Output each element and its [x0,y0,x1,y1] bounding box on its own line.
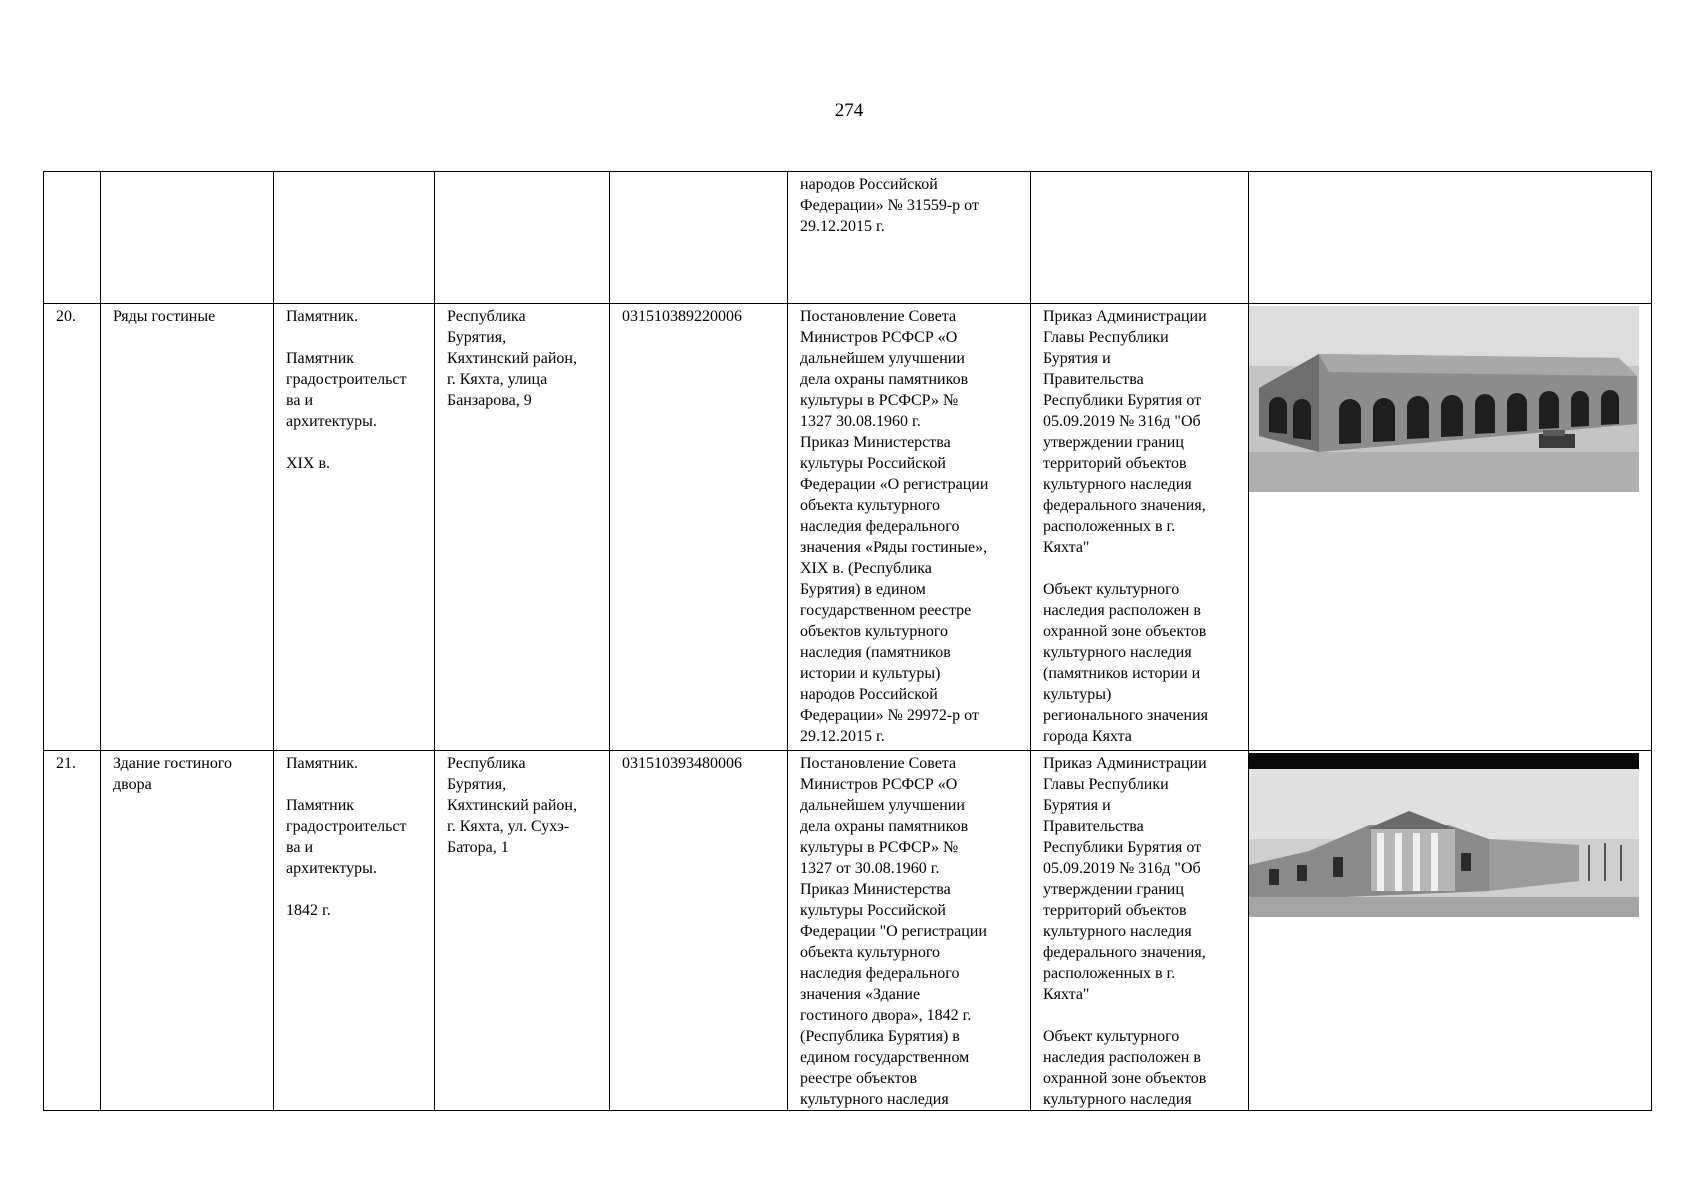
cell-name [101,172,274,304]
cell-documents: Постановление Совета Министров РСФСР «О дальнейшем улучшении дела охраны памятников культуры в РСФСР» № 1327 30.08.1960 г. Приказ Министерства культуры Российской Федерации «О регистрации объекта культурного наследия федерального значения «Ряды гостиные», XIX в. (Республика Бурятия) в едином государственном реестре объектов культурного наследия (памятников истории и культуры) народов Российской Федерации» № 29972-р от 29.12.2015 г. [788,304,1031,751]
cell-photo [1249,304,1652,751]
cell-documents: народов Российской Федерации» № 31559-р от 29.12.2015 г. [788,172,1031,304]
building-arcade-photo [1249,306,1639,492]
table-row [44,304,1652,751]
cell-boundaries: Приказ Администрации Главы Республики Бурятия и Правительства Республики Бурятия от 05.09.2019 № 316д "Об утверждении границ территорий объектов культурного наследия федерального значения, расположенных в г. Кяхта" Объект культурного наследия расположен в охранной зоне объектов культурного наследия [1031,751,1249,1111]
cell-number: 20. [44,304,101,751]
cell-boundaries [1031,172,1249,304]
cell-boundaries: Приказ Администрации Главы Республики Бурятия и Правительства Республики Бурятия от 05.09.2019 № 316д "Об утверждении границ территорий объектов культурного наследия федерального значения, расположенных в г. Кяхта" Объект культурного наследия расположен в охранной зоне объектов культурного наследия (памятников истории и культуры) регионального значения города Кяхта [1031,304,1249,751]
cell-category: Памятник. Памятник градостроительст ва и архитектуры. 1842 г. [274,751,435,1111]
cell-category: Памятник. Памятник градостроительст ва и архитектуры. XIX в. [274,304,435,751]
cell-number: 21. [44,751,101,1111]
cell-address: Республика Бурятия, Кяхтинский район, г. Кяхта, улица Банзарова, 9 [435,304,610,751]
table-row [44,751,1652,1111]
cell-category [274,172,435,304]
page-number: 274 [834,100,864,121]
cell-reg-number: 031510393480006 [610,751,788,1111]
cell-address [435,172,610,304]
cell-reg-number [610,172,788,304]
cell-address: Республика Бурятия, Кяхтинский район, г. Кяхта, ул. Сухэ- Батора, 1 [435,751,610,1111]
building-portico-photo [1249,753,1639,917]
cell-photo [1249,751,1652,1111]
cell-name: Здание гостиного двора [101,751,274,1111]
cell-reg-number: 031510389220006 [610,304,788,751]
table-row-continued [44,172,1652,304]
heritage-registry-table [43,171,1652,1111]
cell-documents: Постановление Совета Министров РСФСР «О дальнейшем улучшении дела охраны памятников культуры в РСФСР» № 1327 от 30.08.1960 г. Приказ Министерства культуры Российской Федерации "О регистрации объекта культурного наследия федерального значения «Здание гостиного двора», 1842 г. (Республика Бурятия) в едином государственном реестре объектов культурного наследия [788,751,1031,1111]
cell-photo [1249,172,1652,304]
cell-number [44,172,101,304]
cell-name: Ряды гостиные [101,304,274,751]
